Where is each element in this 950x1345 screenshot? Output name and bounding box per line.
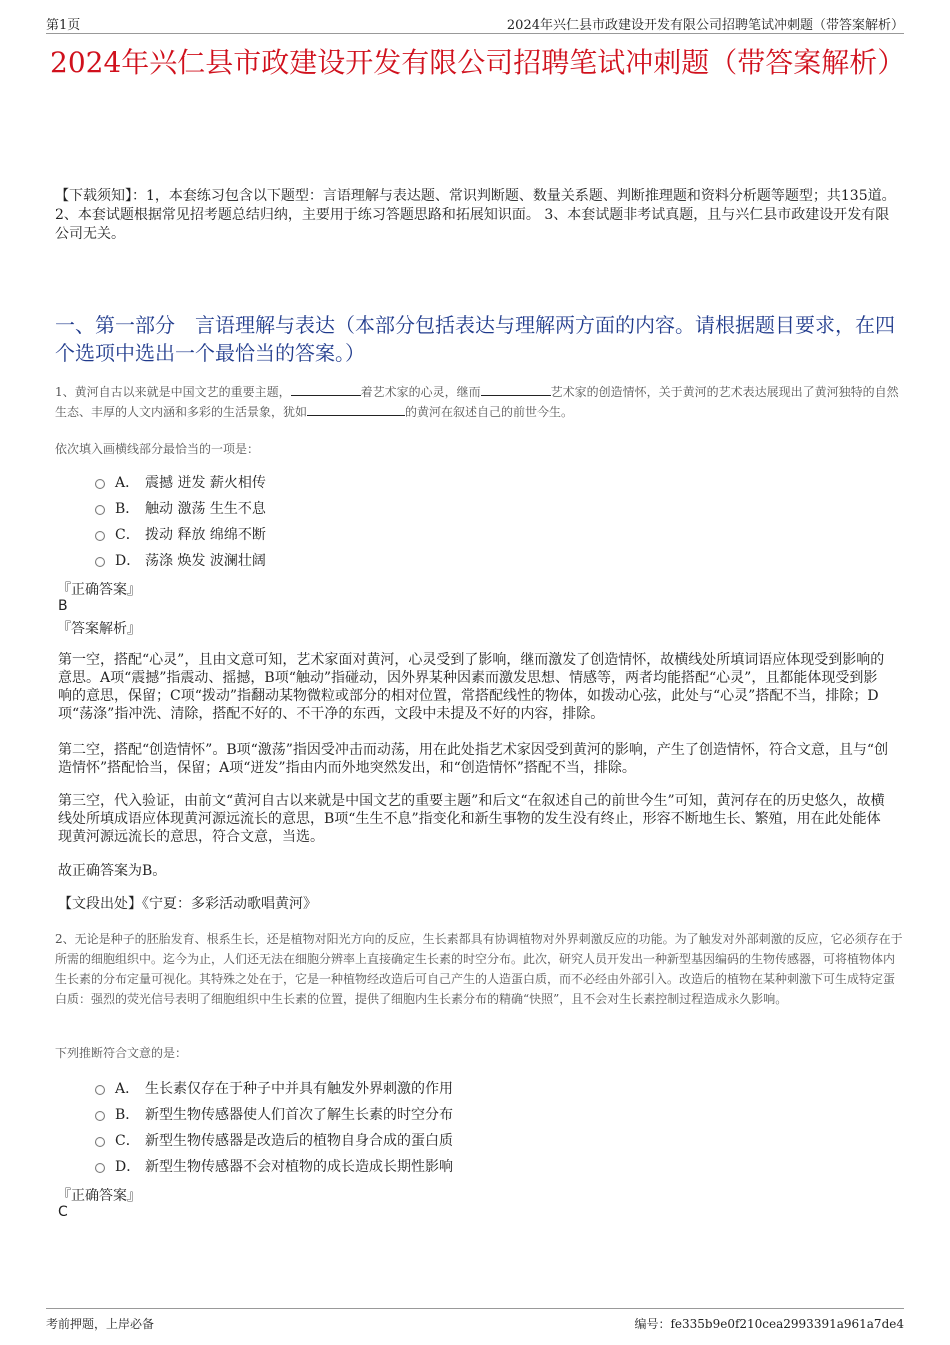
header-divider bbox=[46, 33, 904, 34]
option-text: 触动 激荡 生生不息 bbox=[145, 501, 266, 517]
q1-option-a[interactable] bbox=[95, 472, 266, 492]
question-2-prompt: 下列推断符合文意的是： bbox=[55, 1046, 188, 1060]
q1-analysis-para-2: 第二空，搭配“创造情怀”。B项“激荡”指因受冲击而动荡，用在此处指艺术家因受到黄河的影响，产生了创造情怀，符合文意，且与“创造情怀”搭配恰当，保留；A项“迸发”指由内而外地突然发出，和“创造情怀”搭配不当，排除。 bbox=[58, 742, 889, 776]
q1-source: 【文段出处】《宁夏：多彩活动歌唱黄河》 bbox=[58, 896, 317, 912]
footer-divider bbox=[46, 1308, 904, 1309]
footer-doc-id: 编号：fe335b9e0f210cea2993391a961a7de4 bbox=[634, 1317, 904, 1331]
blank-3 bbox=[307, 404, 405, 416]
blank-1 bbox=[291, 384, 361, 396]
q2-option-d[interactable] bbox=[95, 1156, 453, 1176]
option-text: 新型生物传感器不会对植物的成长造成长期性影响 bbox=[145, 1159, 453, 1175]
option-letter: A． bbox=[115, 1081, 140, 1097]
page-number: 第1页 bbox=[46, 18, 81, 33]
radio-icon[interactable] bbox=[95, 557, 105, 567]
option-letter: D． bbox=[115, 553, 141, 569]
option-letter: D． bbox=[115, 1159, 141, 1175]
radio-icon[interactable] bbox=[95, 505, 105, 515]
radio-icon[interactable] bbox=[95, 1111, 105, 1121]
page-title: 2024年兴仁县市政建设开发有限公司招聘笔试冲刺题（带答案解析） bbox=[50, 46, 906, 79]
q1-option-b[interactable] bbox=[95, 498, 266, 518]
option-text: 拨动 释放 绵绵不断 bbox=[145, 527, 266, 543]
q2-option-c[interactable] bbox=[95, 1130, 453, 1150]
radio-icon[interactable] bbox=[95, 479, 105, 489]
radio-icon[interactable] bbox=[95, 531, 105, 541]
option-letter: B． bbox=[115, 501, 140, 517]
option-letter: A． bbox=[115, 475, 140, 491]
q1-answer: B bbox=[58, 598, 68, 614]
q1-analysis-label: 『答案解析』 bbox=[57, 621, 141, 637]
option-text: 生长素仅存在于种子中并具有触发外界刺激的作用 bbox=[145, 1081, 453, 1097]
q1-option-d[interactable] bbox=[95, 550, 266, 570]
q1-text-part3: 艺术家的创造情怀，关于黄河的艺术表达展现出了黄河独特的自然生态、丰厚的人文内涵和多彩的生活景象，犹如 bbox=[55, 385, 899, 419]
header-doc-title: 2024年兴仁县市政建设开发有限公司招聘笔试冲刺题（带答案解析） bbox=[506, 18, 904, 33]
option-letter: C． bbox=[115, 1133, 140, 1149]
radio-icon[interactable] bbox=[95, 1163, 105, 1173]
q2-option-b[interactable] bbox=[95, 1104, 453, 1124]
download-notice: 【下载须知】：1，本套练习包含以下题型：言语理解与表达题、常识判断题、数量关系题、判断推理题和资料分析题等题型；共135道。 2、本套试题根据常见招考题总结归纳，主要用于练习答题思路和拓展知识面。 3、本套试题非考试真题，且与兴仁县市政建设开发有限公司无关。 bbox=[55, 188, 896, 242]
q1-text-part2: 着艺术家的心灵，继而 bbox=[360, 385, 481, 399]
option-letter: B． bbox=[115, 1107, 140, 1123]
radio-icon[interactable] bbox=[95, 1085, 105, 1095]
question-1-prompt: 依次填入画横线部分最恰当的一项是： bbox=[55, 442, 260, 456]
section-heading: 一、第一部分 言语理解与表达（本部分包括表达与理解两方面的内容。请根据题目要求，在四个选项中选出一个最恰当的答案。） bbox=[55, 313, 895, 365]
q2-option-a[interactable] bbox=[95, 1078, 453, 1098]
option-text: 新型生物传感器使人们首次了解生长素的时空分布 bbox=[145, 1107, 453, 1123]
question-2-text: 2、无论是种子的胚胎发育、根系生长，还是植物对阳光方向的反应，生长素都具有协调植物对外界刺激反应的功能。为了触发对外部刺激的反应，它必须存在于所需的细胞组织中。迄今为止，人们还无法在细胞分辨率上直接确定生长素的时空分布。此次，研究人员开发出一种新型基因编码的生物传感器，可将植物体内生长素的分布定量可视化。其特殊之处在于，它是一种植物经改造后可自己产生的人造蛋白质，而不必经由外部引入。改造后的植物在某种刺激下可生成特定蛋白质：强烈的荧光信号表明了细胞组织中生长素的位置，提供了细胞内生长素分布的精确“快照”，且不会对生长素控制过程造成永久影响。 bbox=[55, 932, 903, 1006]
radio-icon[interactable] bbox=[95, 1137, 105, 1147]
question-1-text bbox=[55, 382, 905, 422]
q2-answer-label: 『正确答案』 bbox=[57, 1188, 141, 1204]
q1-conclusion: 故正确答案为B。 bbox=[58, 863, 167, 879]
blank-2 bbox=[481, 384, 551, 396]
option-text: 荡涤 焕发 波澜壮阔 bbox=[145, 553, 266, 569]
q1-text-part4: 的黄河在叙述自己的前世今生。 bbox=[405, 405, 574, 419]
q1-analysis-para-3: 第三空，代入验证，由前文“黄河自古以来就是中国文艺的重要主题”和后文“在叙述自己的前世今生”可知，黄河存在的历史悠久，故横线处所填成语应体现黄河源远流长的意思，B项“生生不息”指变化和新生事物的发生没有终止，形容不断地生长、繁殖，用在此处能体现黄河源远流长的意思，符合文意，当选。 bbox=[58, 793, 885, 845]
footer-slogan: 考前押题，上岸必备 bbox=[46, 1317, 155, 1331]
q1-answer-label: 『正确答案』 bbox=[57, 582, 141, 598]
option-text: 震撼 迸发 薪火相传 bbox=[145, 475, 266, 491]
q1-text-part1: 1、黄河自古以来就是中国文艺的重要主题， bbox=[55, 385, 291, 399]
option-text: 新型生物传感器是改造后的植物自身合成的蛋白质 bbox=[145, 1133, 453, 1149]
q1-option-c[interactable] bbox=[95, 524, 266, 544]
option-letter: C． bbox=[115, 527, 140, 543]
q2-answer: C bbox=[58, 1204, 68, 1220]
q1-analysis-para-1: 第一空，搭配“心灵”，且由文意可知，艺术家面对黄河，心灵受到了影响，继而激发了创造情怀，故横线处所填词语应体现受到影响的意思。A项“震撼”指震动、摇撼，B项“触动”指碰动，因外界某种因素而激发思想、情感等，两者均能搭配“心灵”，且都能体现受到影响的意思，保留；C项“拨动”指翻动某物微粒或部分的相对位置，常搭配线性的物体，如拨动心弦，此处与“心灵”搭配不当，排除；D项“荡涤”指冲洗、清除，搭配不好的、不干净的东西，文段中未提及不好的内容，排除。 bbox=[58, 652, 885, 722]
